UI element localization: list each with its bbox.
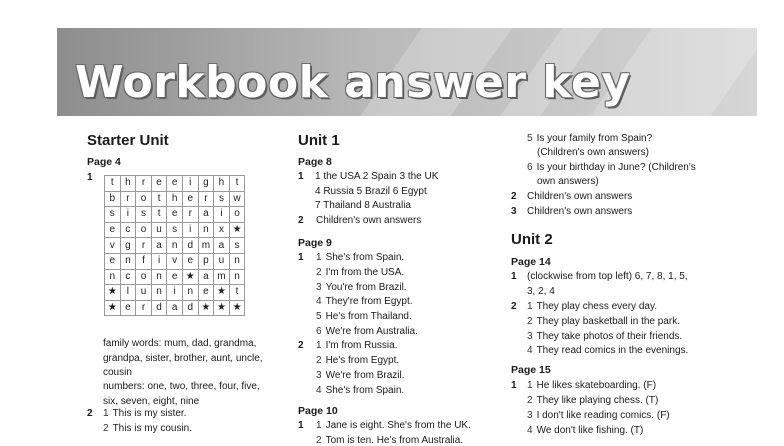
grid-cell: g [198,176,214,192]
grid-cell: ★ [214,285,230,301]
exercise-number: 1 [511,271,517,282]
grid-cell: n [182,285,198,301]
word-search-grid [104,175,245,316]
grid-cell: g [120,238,136,254]
grid-cell: h [120,176,136,192]
answer-item: cousin [103,367,132,378]
grid-cell: h [167,191,183,207]
exercise-number: 1 [298,420,304,431]
exercise-number: 1 [298,252,304,263]
answer-item: 2 They like playing chess. (T) [527,395,659,406]
grid-cell: d [182,300,198,316]
answer-item: 6 We're from Australia. [316,326,418,337]
grid-cell: a [198,269,214,285]
exercise-number: 3 [511,206,517,217]
grid-cell: u [151,222,167,238]
grid-cell: t [229,285,245,301]
grid-cell: d [182,238,198,254]
exercise-number: 1 [511,380,517,391]
unit2-heading: Unit 2 [511,231,553,248]
grid-cell: e [167,176,183,192]
answer-item: 1 This is my sister. [103,408,187,419]
exercise-number: 1 [87,172,93,183]
grid-cell: e [182,253,198,269]
answer-item: family words: mum, dad, grandma, [103,338,257,349]
grid-cell: i [182,222,198,238]
grid-cell: u [136,285,152,301]
grid-cell: o [136,222,152,238]
grid-cell: e [182,191,198,207]
answer-item: 2 This is my cousin. [103,423,193,434]
grid-row [105,253,245,269]
grid-cell: a [167,300,183,316]
grid-cell: t [229,176,245,192]
answer-item: 5 He's from Thailand. [316,311,412,323]
exercise-number: 2 [87,408,93,419]
answer-item: 1 They play chess every day. [527,301,657,312]
grid-row [105,222,245,238]
answer-item: 2 He's from Egypt. [316,355,400,366]
grid-cell: r [120,191,136,207]
grid-cell: ★ [182,269,198,285]
answer-item: numbers: one, two, three, four, five, [103,381,260,392]
page8-heading: Page 8 [298,156,332,168]
answer-item: 1 He likes skateboarding. (F) [527,380,657,391]
grid-cell: r [136,238,152,254]
grid-cell: s [136,207,152,223]
grid-cell: t [151,191,167,207]
page10-heading: Page 10 [298,405,338,417]
answer-item: six, seven, eight, nine [103,395,200,407]
grid-cell: ★ [229,300,245,316]
grid-cell: a [198,207,214,223]
grid-cell: r [198,191,214,207]
grid-cell: o [136,269,152,285]
grid-cell: ★ [105,300,121,316]
grid-cell: n [167,238,183,254]
answer-text: Children's own answers [527,191,633,202]
answer-item: 3 You're from Brazil. [316,281,407,293]
grid-cell: n [105,269,121,285]
answer-item: own answers) [537,176,599,187]
answer-text: (clockwise from top left) 6, 7, 8, 1, 5, [527,271,688,282]
grid-cell: v [105,238,121,254]
grid-cell: e [120,300,136,316]
answer-item: 1 the USA 2 Spain 3 the UK [315,171,439,182]
grid-cell: u [214,253,230,269]
grid-cell: n [229,269,245,285]
grid-cell: r [136,300,152,316]
grid-cell: c [120,269,136,285]
answer-item: 2 I'm from the USA. [316,266,405,278]
grid-cell: b [105,191,121,207]
answer-text: Children's own answers [527,206,633,217]
grid-cell: m [214,269,230,285]
answer-item: 4 They read comics in the evenings. [527,345,689,357]
grid-cell: e [151,176,167,192]
answer-item: grandpa, sister, brother, aunt, uncle, [103,352,263,364]
answer-item: 2 They play basketball in the park. [527,315,680,327]
grid-cell: c [120,222,136,238]
grid-cell: s [167,222,183,238]
grid-cell: e [167,207,183,223]
answer-item: 3 They take photos of their friends. [527,330,683,342]
grid-row [105,238,245,254]
exercise-number: 2 [298,340,304,351]
grid-row [105,300,245,316]
answer-item: (Children's own answers) [537,147,649,158]
grid-cell: ★ [229,222,245,238]
grid-cell: e [198,285,214,301]
answer-item: 6 Is your birthday in June? (Children's [527,162,696,173]
grid-cell: i [120,207,136,223]
grid-cell: s [105,207,121,223]
grid-row [105,176,245,192]
page14-heading: Page 14 [511,256,551,268]
grid-cell: e [105,222,121,238]
answer-item: 1 I'm from Russia. [316,340,398,351]
page4-heading: Page 4 [87,156,121,168]
answer-item: 4 We don't like fishing. (T) [527,425,644,436]
answer-item: 1 Jane is eight. She's from the UK. [316,420,471,431]
grid-cell: r [136,176,152,192]
grid-cell: n [229,253,245,269]
page9-heading: Page 9 [298,237,332,249]
page-title: Workbook answer key [75,57,631,108]
grid-cell: n [151,285,167,301]
grid-cell: s [214,191,230,207]
answer-item: 3 I don't like reading comics. (F) [527,410,670,421]
grid-cell: n [198,222,214,238]
answer-item: 1 She's from Spain. [316,252,405,263]
exercise-number: 2 [511,191,517,202]
unit1-heading: Unit 1 [298,132,340,149]
grid-cell: o [136,191,152,207]
answer-item: 4 She's from Spain. [316,385,405,396]
grid-cell: a [151,238,167,254]
grid-cell: i [151,253,167,269]
grid-cell: t [151,207,167,223]
grid-cell: a [214,238,230,254]
answer-item: 5 Is your family from Spain? [527,133,653,144]
grid-cell: ★ [105,285,121,301]
grid-cell: w [229,191,245,207]
grid-cell: e [167,269,183,285]
answer-item: 4 They're from Egypt. [316,296,413,308]
grid-row [105,207,245,223]
grid-cell: i [214,207,230,223]
grid-cell: d [151,300,167,316]
answer-text: 3, 2, 4 [527,286,555,297]
starter-unit-heading: Starter Unit [87,132,169,149]
grid-cell: l [120,285,136,301]
grid-row [105,191,245,207]
grid-cell: t [105,176,121,192]
answer-text: Children's own answers [316,215,422,226]
grid-cell: n [151,269,167,285]
answer-item: 7 Thailand 8 Australia [315,200,411,211]
grid-row [105,285,245,301]
page15-heading: Page 15 [511,364,551,376]
grid-cell: r [182,207,198,223]
grid-cell: e [105,253,121,269]
exercise-number: 2 [298,215,304,226]
exercise-number: 2 [511,301,517,312]
grid-cell: v [167,253,183,269]
grid-cell: i [182,176,198,192]
grid-cell: i [167,285,183,301]
grid-cell: s [229,238,245,254]
header-banner [57,28,757,116]
grid-cell: f [136,253,152,269]
grid-cell: x [214,222,230,238]
grid-cell: ★ [198,300,214,316]
grid-cell: ★ [214,300,230,316]
exercise-number: 1 [298,171,304,182]
grid-cell: n [120,253,136,269]
grid-cell: o [229,207,245,223]
answer-item: 4 Russia 5 Brazil 6 Egypt [315,185,427,197]
answer-item: 3 We're from Brazil. [316,370,405,381]
grid-cell: p [198,253,214,269]
grid-row [105,269,245,285]
answer-item: 2 Tom is ten. He's from Australia. [316,435,464,446]
grid-cell: m [198,238,214,254]
grid-cell: h [214,176,230,192]
